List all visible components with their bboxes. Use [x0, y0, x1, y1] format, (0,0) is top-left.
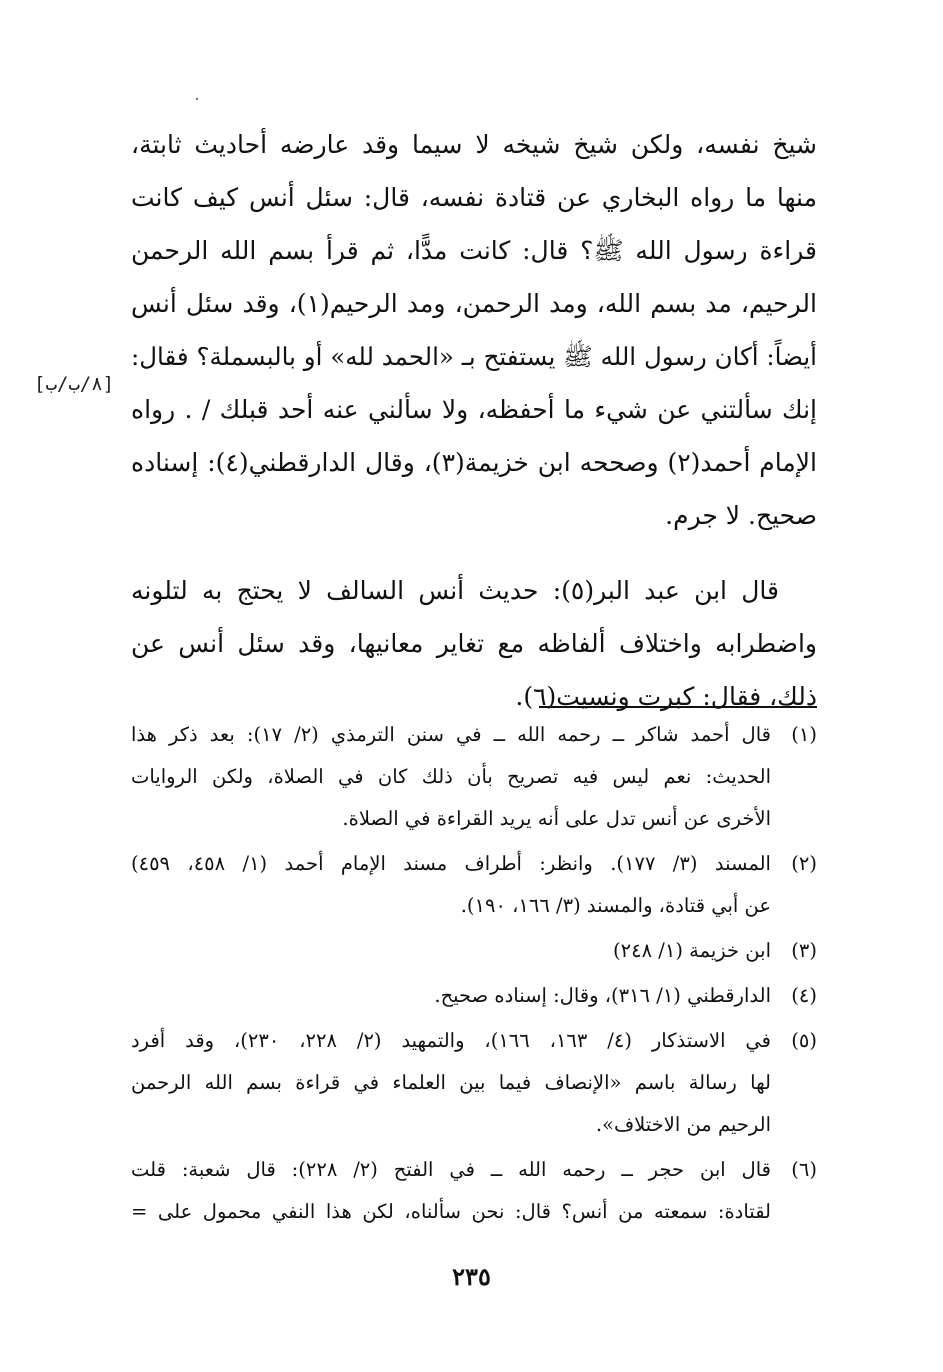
footnote — [131, 975, 817, 1017]
footnote-line: لقتادة: سمعته من أنس؟ قال: نحن سألناه، لكن هذا النفي محمول على = — [131, 1200, 771, 1223]
page-number: ٢٣٥ — [452, 1262, 491, 1291]
footnote-body — [131, 1149, 771, 1233]
footnote-line: في الاستذكار (٤/ ١٦٣، ١٦٦)، والتمهيد (٢/ ٢٢٨، ٢٣٠)، وقد أفرد — [131, 1029, 771, 1052]
footnote — [131, 1020, 817, 1146]
footnote — [131, 1149, 817, 1233]
footnote-body — [131, 714, 771, 840]
footnote-line: الحديث: نعم ليس فيه تصريح بأن ذلك كان في الصلاة، ولكن الروايات — [131, 765, 771, 788]
footnote-body — [131, 930, 771, 972]
footnote-line: الأخرى عن أنس تدل على أنه يريد القراءة في الصلاة. — [342, 807, 771, 830]
text-line: ذلك، فقال: كبرت ونسيت(٦). — [515, 682, 817, 711]
paragraph-1 — [131, 118, 817, 542]
footnote-number: (٦) — [791, 1158, 817, 1181]
text-line: قال ابن عبد البر(٥): حديث أنس السالف لا يحتج به لتلونه — [131, 576, 779, 605]
footnote-line: الرحيم من الاختلاف». — [595, 1113, 771, 1136]
footnote-body — [131, 1020, 771, 1146]
footnote-line: الدارقطني (١/ ٣١٦)، وقال: إسناده صحيح. — [434, 984, 771, 1007]
text-line: قراءة رسول الله ﷺ؟ قال: كانت مدًّا، ثم قرأ بسم الله الرحمن — [131, 236, 817, 265]
footnote — [131, 930, 817, 972]
footnote-line: قال ابن حجر ــ رحمه الله ــ في الفتح (٢/ ٢٢٨): قال شعبة: قلت — [131, 1158, 771, 1181]
text-line: إنك سألتني عن شيء ما أحفظه، ولا سألني عنه أحد قبلك / . رواه — [131, 395, 817, 424]
footnote-line: قال أحمد شاكر ــ رحمه الله ــ في سنن الترمذي (٢/ ١٧): بعد ذكر هذا — [131, 723, 771, 746]
text-line: الرحيم، مد بسم الله، ومد الرحمن، ومد الرحيم(١)، وقد سئل أنس — [131, 289, 817, 318]
footnote-divider — [539, 706, 817, 708]
footnote-number: (٣) — [791, 939, 817, 962]
footnote-body — [131, 843, 771, 927]
footnote-line: عن أبي قتادة، والمسند (٣/ ١٦٦، ١٩٠). — [460, 894, 771, 917]
paragraph-2 — [131, 564, 817, 723]
text-line: الإمام أحمد(٢) وصححه ابن خزيمة(٣)، وقال الدارقطني(٤): إسناده — [131, 448, 817, 477]
manuscript-folio-marker: [٨/ب/ب] — [34, 373, 115, 395]
main-text — [131, 118, 817, 723]
text-line: صحيح. لا جرم. — [665, 501, 817, 530]
footnotes — [131, 714, 817, 1236]
stray-mark — [196, 98, 198, 100]
footnote-number: (٢) — [791, 852, 817, 875]
footnote-line: ابن خزيمة (١/ ٢٤٨) — [613, 939, 771, 962]
text-line: أيضاً: أكان رسول الله ﷺ يستفتح بـ «الحمد لله» أو بالبسملة؟ فقال: — [131, 342, 817, 371]
footnote-number: (٤) — [791, 984, 817, 1007]
footnote-body — [131, 975, 771, 1017]
footnote-number: (١) — [791, 723, 817, 746]
footnote — [131, 714, 817, 840]
text-line: شيخ نفسه، ولكن شيخ شيخه لا سيما وقد عارضه أحاديث ثابتة، — [131, 130, 817, 159]
footnote-number: (٥) — [791, 1029, 817, 1052]
footnote-line: المسند (٣/ ١٧٧). وانظر: أطراف مسند الإمام أحمد (١/ ٤٥٨، ٤٥٩) — [131, 852, 771, 875]
text-line: واضطرابه واختلاف ألفاظه مع تغاير معانيها، وقد سئل أنس عن — [131, 629, 817, 658]
footnote-line: لها رسالة باسم «الإنصاف فيما بين العلماء في قراءة بسم الله الرحمن — [131, 1071, 771, 1094]
footnote — [131, 843, 817, 927]
text-line: منها ما رواه البخاري عن قتادة نفسه، قال: سئل أنس كيف كانت — [131, 183, 817, 212]
